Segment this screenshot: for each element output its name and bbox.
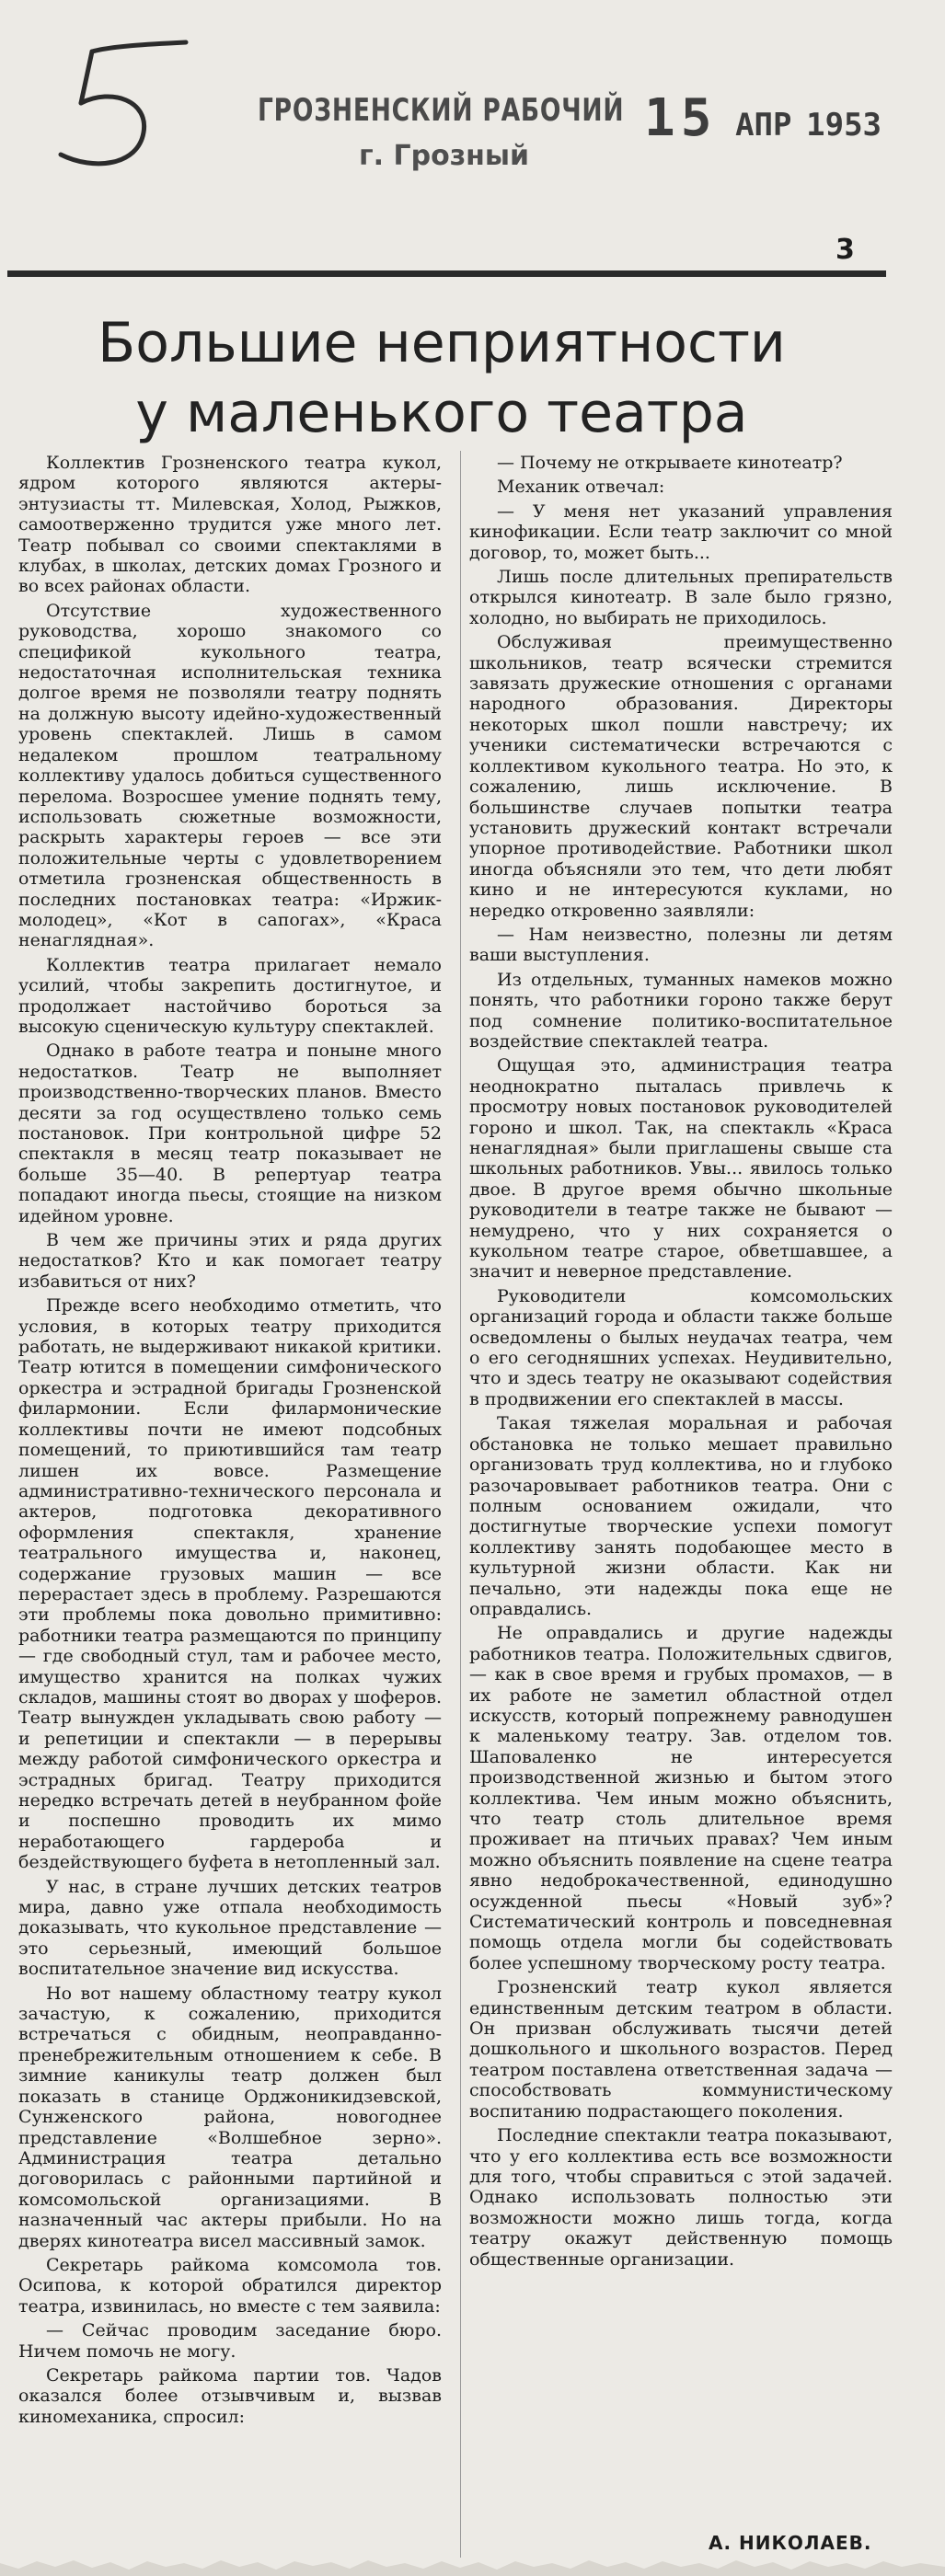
paragraph: Коллектив театра прилагает немало усилий, чтобы закрепить достигнутое, и продолжает настойчиво бороться за высокую сценическую культуру спектаклей.	[18, 954, 442, 1037]
page-number: 3	[836, 234, 855, 266]
left-column	[18, 453, 442, 2559]
article-headline	[37, 308, 847, 448]
paragraph: Секретарь райкома партии тов. Чадов оказался более отзывчивым и, вызвав киномеханика, спросил:	[18, 2364, 442, 2427]
paragraph: Ощущая это, администрация театра неоднократно пыталась привлечь к просмотру новых постановок руководителей гороно и школ. Так, на спектакль «Краса ненаглядная» были приглашены свыше ста школьных работников. Увы... явилось только двое. В другое время обычно школьные руководители в театре также не бывают — немудрено, что у них сохраняется о кукольном театре старое, обветшавшее, а значит и неверное представление.	[469, 1055, 893, 1282]
paragraph: Обслуживая преимущественно школьников, театр всячески стремится завязать дружеские отношения с органами народного образования. Директоры некоторых школ пошли навстречу; их ученики систематически встречаются с коллективом кукольного театра. Но это, к сожалению, лишь исключение. В большинстве случаев попытки театра установить дружеский контакт встречали упорное противодействие. Работники школ иногда объясняли это тем, что дети любят кино и не интересуются куклами, но нередко откровенно заявляли:	[469, 632, 893, 921]
paragraph: Однако в работе театра и поныне много недостатков. Театр не выполняет производственно-творческих планов. Вместо десяти за год осуществлено только семь постановок. При контрольной цифре 52 спектакля в месяц театр показывает не больше 35—40. В репертуар театра попадают иногда пьесы, стоящие на низком идейном уровне.	[18, 1041, 442, 1226]
stamp-month: АПР	[735, 107, 792, 144]
paragraph: У нас, в стране лучших детских театров мира, давно уже отпала необходимость доказывать, что кукольное представление — это серьезный, имеющий большое воспитательное значение вид искусства.	[18, 1876, 442, 1980]
author-signature: А. НИКОЛАЕВ.	[709, 2532, 872, 2554]
headline-line-2: у маленького театра	[135, 381, 748, 445]
paragraph: — Нам неизвестно, полезны ли детям ваши выступления.	[469, 924, 893, 966]
paragraph: — У меня нет указаний управления кинофикации. Если театр заключит со мной договор, то, может быть...	[469, 500, 893, 563]
paragraph: — Сейчас проводим заседание бюро. Ничем помочь не могу.	[18, 2320, 442, 2362]
right-column	[469, 453, 893, 2559]
stamp-day: 15	[644, 88, 718, 148]
torn-edge	[0, 2556, 945, 2576]
paragraph: Лишь после длительных препирательств открылся кинотеатр. В зале было грязно, холодно, но выбирать не приходилось.	[469, 567, 893, 628]
newspaper-title: ГРОЗНЕНСКИЙ РАБОЧИЙ	[258, 92, 625, 129]
paragraph: Прежде всего необходимо отметить, что условия, в которых театру приходится работать, не выдерживают никакой критики. Театр ютится в помещении симфонического оркестра и эстрадной бригады Грозненской филармонии. Если филармонические коллективы почти не имеют подсобных помещений, то приютившийся там театр лишен их вовсе. Размещение административно-технического персонала и актеров, подготовка декоративного оформления спектакля, хранение театрального имущества и, наконец, содержание грузовых машин — все перерастает здесь в проблему. Разрешаются эти проблемы пока довольно примитивно: работники театра размещаются по принципу — где свободный стул, там и рабочее место, имущество хранится на полках чужих складов, машины стоят во дворах у шоферов. Театр вынужден укладывать свою работу — и репетиции и спектакли — в перерывы между работой симфонического оркестра и эстрадных бригад. Театру приходится нередко встречать детей в неубранном фойе и поспешно проводить их мимо неработающего гардероба и бездействующего буфета в нетопленный зал.	[18, 1295, 442, 1873]
paragraph: Секретарь райкома комсомола тов. Осипова, к которой обратился директор театра, извинилась, но вместе с тем заявила:	[18, 2254, 442, 2317]
date-stamp	[644, 88, 882, 148]
stamp-year: 1953	[806, 107, 882, 144]
header-rule	[7, 270, 886, 277]
paragraph: Коллектив Грозненского театра кукол, ядром которого являются актеры-энтузиасты тт. Милевская, Холод, Рыжков, самоотверженно трудится уже много лет. Театр побывал со своими спектаклями в клубах, в школах, детских домах Грозного и во всех районах области.	[18, 453, 442, 597]
paragraph: — Почему не открываете кинотеатр?	[497, 453, 843, 473]
paragraph: Не оправдались и другие надежды работников театра. Положительных сдвигов, — как в свое время и грубых промахов, — в их работе не заметил областной отдел искусств, который попрежнему равнодушен к маленькому театру. Зав. отделом тов. Шаповаленко не интересуется производственной жизнью и бытом этого коллектива. Чем иным можно объяснить, что театр столь длительное время проживает на птичьих правах? Чем иным можно объяснить появление на сцене театра явно недоброкачественной, единодушно осужденной пьесы «Новый зуб»? Систематический контроль и повседневная помощь отдела могли бы содействовать более успешному творческому росту театра.	[469, 1623, 893, 1973]
headline-line-1: Большие неприятности	[98, 311, 786, 375]
paragraph: Грозненский театр кукол является единственным детским театром в области. Он призван обслуживать тысячи детей дошкольного и школьного возрастов. Перед театром поставлена ответственная задача — способствовать коммунистическому воспитанию подрастающего поколения.	[469, 1977, 893, 2122]
paragraph: Последние спектакли театра показывают, что у его коллектива есть все возможности для того, чтобы справиться с этой задачей. Однако использовать полностью эти возможности можно лишь тогда, когда театру окажут действенную помощь общественные организации.	[469, 2125, 893, 2270]
paragraph: Из отдельных, туманных намеков можно понять, что работники гороно также берут под сомнение политико-воспитательное воздействие спектаклей театра.	[469, 969, 893, 1052]
city-line: г. Грозный	[359, 140, 530, 172]
paragraph: Механик отвечал:	[497, 477, 665, 498]
handwritten-number	[48, 37, 195, 175]
paragraph: Такая тяжелая моральная и рабочая обстановка не только мешает правильно организовать труд коллектива, но и глубоко разочаровывает работников театра. Они с полным основанием ожидали, что достигнутые творческие успехи помогут коллективу занять подобающее место в культурной жизни области. Как ни печально, эти надежды пока еще не оправдались.	[469, 1413, 893, 1619]
paragraph: Руководители комсомольских организаций города и области также больше осведомлены о былых неудачах театра, чем о его сегодняшних успехах. Неудивительно, что и здесь театру не оказывают содействия в продвижении его спектаклей в массы.	[469, 1285, 893, 1409]
paragraph: В чем же причины этих и ряда других недостатков? Кто и как помогает театру избавиться от них?	[18, 1230, 442, 1292]
paragraph: Но вот нашему областному театру кукол зачастую, к сожалению, приходится встречаться с обидным, неоправданно-пренебрежительным отношением к себе. В зимние каникулы театр должен был показать в станице Орджоникидзевской, Сунженского района, новогоднее представление «Волшебное зерно». Администрация театра детально договорилась с районными партийной и комсомольской организациями. В назначенный час актеры прибыли. Но на дверях кинотеатра висел массивный замок.	[18, 1983, 442, 2251]
paragraph: Отсутствие художественного руководства, хорошо знакомого со спецификой кукольного театра, недостаточная исполнительская техника долгое время не позволяли театру поднять на должную высоту идейно-художественный уровень спектаклей. Лишь в самом недалеком прошлом театральному коллективу удалось добиться существенного перелома. Возросшее умение поднять тему, использовать сюжетные возможности, раскрыть характеры героев — все эти положительные черты с удовлетворением отметила грозненская общественность в последних постановках театра: «Иржик-молодец», «Кот в сапогах», «Краса ненаглядная».	[18, 600, 442, 951]
article-body	[13, 453, 896, 2559]
